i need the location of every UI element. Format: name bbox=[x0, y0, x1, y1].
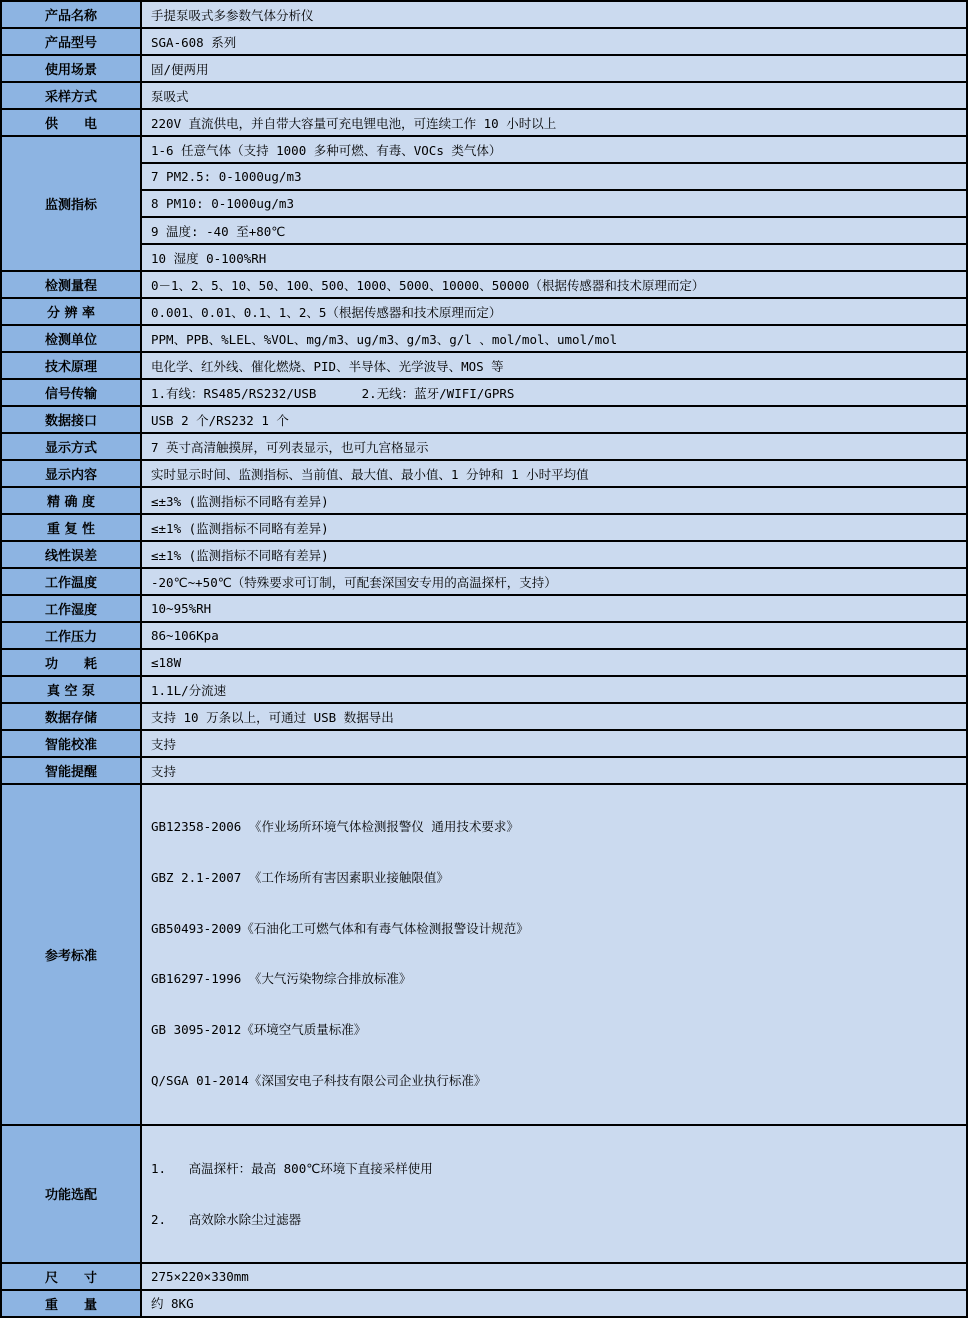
table-row bbox=[1, 82, 967, 109]
table-row bbox=[1, 514, 967, 541]
spec-value-work-pressure: 86~106Kpa bbox=[141, 622, 967, 649]
spec-value-indicator-5: 10 湿度 0-100%RH bbox=[141, 244, 967, 271]
standard-line: GBZ 2.1-2007 《工作场所有害因素职业接触限值》 bbox=[151, 869, 449, 885]
spec-value-resolution: 0.001、0.01、0.1、1、2、5（根据传感器和技术原理而定） bbox=[141, 298, 967, 325]
spec-value-display-content: 实时显示时间、监测指标、当前值、最大值、最小值、1 分钟和 1 小时平均值 bbox=[141, 460, 967, 487]
table-row bbox=[1, 1290, 967, 1317]
spec-label-data-storage: 数据存储 bbox=[1, 703, 141, 730]
table-row bbox=[1, 595, 967, 622]
table-row bbox=[1, 1263, 967, 1290]
spec-value-indicator-3: 8 PM10: 0-1000ug/m3 bbox=[141, 190, 967, 217]
table-row bbox=[1, 541, 967, 568]
standard-line: GB50493-2009《石油化工可燃气体和有毒气体检测报警设计规范》 bbox=[151, 920, 529, 936]
spec-value-smart-calibration: 支持 bbox=[141, 730, 967, 757]
spec-label-weight: 重 量 bbox=[1, 1290, 141, 1317]
table-row bbox=[1, 730, 967, 757]
spec-label-work-pressure: 工作压力 bbox=[1, 622, 141, 649]
table-row bbox=[1, 55, 967, 82]
table-row bbox=[1, 676, 967, 703]
spec-value-repeatability: ≤±1% (监测指标不同略有差异) bbox=[141, 514, 967, 541]
standard-line: GB16297-1996 《大气污染物综合排放标准》 bbox=[151, 971, 412, 987]
spec-value-power: 220V 直流供电，并自带大容量可充电锂电池，可连续工作 10 小时以上 bbox=[141, 109, 967, 136]
table-row bbox=[1, 433, 967, 460]
table-row bbox=[1, 352, 967, 379]
spec-value-optional-features bbox=[141, 1125, 967, 1263]
standard-line: GB 3095-2012《环境空气质量标准》 bbox=[151, 1022, 367, 1038]
table-row bbox=[1, 406, 967, 433]
spec-label-power: 供 电 bbox=[1, 109, 141, 136]
table-row bbox=[1, 271, 967, 298]
spec-value-display-mode: 7 英寸高清触摸屏，可列表显示，也可九宫格显示 bbox=[141, 433, 967, 460]
table-row bbox=[1, 163, 967, 190]
spec-label-display-content: 显示内容 bbox=[1, 460, 141, 487]
spec-label-product-name: 产品名称 bbox=[1, 1, 141, 28]
table-row bbox=[1, 568, 967, 595]
spec-value-linearity: ≤±1% (监测指标不同略有差异) bbox=[141, 541, 967, 568]
table-row bbox=[1, 244, 967, 271]
spec-value-dimensions: 275×220×330mm bbox=[141, 1263, 967, 1290]
spec-label-dimensions: 尺 寸 bbox=[1, 1263, 141, 1290]
spec-label-work-temp: 工作温度 bbox=[1, 568, 141, 595]
spec-value-work-temp: -20℃~+50℃（特殊要求可订制，可配套深国安专用的高温探杆，支持） bbox=[141, 568, 967, 595]
spec-label-vacuum-pump: 真 空 泵 bbox=[1, 676, 141, 703]
table-row bbox=[1, 622, 967, 649]
spec-label-linearity: 线性误差 bbox=[1, 541, 141, 568]
table-row bbox=[1, 487, 967, 514]
spec-label-resolution: 分 辨 率 bbox=[1, 298, 141, 325]
table-row bbox=[1, 28, 967, 55]
table-row bbox=[1, 1125, 967, 1263]
spec-value-units: PPM、PPB、%LEL、%VOL、mg/m3、ug/m3、g/m3、g/l 、mol/mol、umol/mol bbox=[141, 325, 967, 352]
spec-value-reference-standards bbox=[141, 784, 967, 1125]
spec-value-principle: 电化学、红外线、催化燃烧、PID、半导体、光学波导、MOS 等 bbox=[141, 352, 967, 379]
spec-label-range: 检测量程 bbox=[1, 271, 141, 298]
table-row bbox=[1, 325, 967, 352]
spec-label-smart-calibration: 智能校准 bbox=[1, 730, 141, 757]
table-row bbox=[1, 298, 967, 325]
spec-label-sampling: 采样方式 bbox=[1, 82, 141, 109]
spec-value-usage-scene: 固/便两用 bbox=[141, 55, 967, 82]
spec-label-power-consumption: 功 耗 bbox=[1, 649, 141, 676]
spec-value-smart-reminder: 支持 bbox=[141, 757, 967, 784]
spec-value-range: 0－1、2、5、10、50、100、500、1000、5000、10000、50000（根据传感器和技术原理而定） bbox=[141, 271, 967, 298]
spec-value-vacuum-pump: 1.1L/分流速 bbox=[141, 676, 967, 703]
spec-value-sampling: 泵吸式 bbox=[141, 82, 967, 109]
spec-label-signal: 信号传输 bbox=[1, 379, 141, 406]
spec-value-product-name: 手提泵吸式多参数气体分析仪 bbox=[141, 1, 967, 28]
table-row bbox=[1, 190, 967, 217]
spec-value-data-port: USB 2 个/RS232 1 个 bbox=[141, 406, 967, 433]
spec-label-accuracy: 精 确 度 bbox=[1, 487, 141, 514]
table-row bbox=[1, 1, 967, 28]
spec-label-work-humidity: 工作湿度 bbox=[1, 595, 141, 622]
table-row bbox=[1, 217, 967, 244]
spec-label-optional-features: 功能选配 bbox=[1, 1125, 141, 1263]
spec-value-data-storage: 支持 10 万条以上，可通过 USB 数据导出 bbox=[141, 703, 967, 730]
spec-value-indicator-2: 7 PM2.5: 0-1000ug/m3 bbox=[141, 163, 967, 190]
standard-line: Q/SGA 01-2014《深国安电子科技有限公司企业执行标准》 bbox=[151, 1072, 487, 1088]
table-row bbox=[1, 379, 967, 406]
spec-value-indicator-4: 9 温度: -40 至+80℃ bbox=[141, 217, 967, 244]
spec-label-repeatability: 重 复 性 bbox=[1, 514, 141, 541]
option-line: 2. 高效除水除尘过滤器 bbox=[151, 1211, 302, 1227]
spec-label-principle: 技术原理 bbox=[1, 352, 141, 379]
table-row bbox=[1, 460, 967, 487]
standard-line: GB12358-2006 《作业场所环境气体检测报警仪 通用技术要求》 bbox=[151, 819, 519, 834]
table-row bbox=[1, 109, 967, 136]
spec-label-reference-standards: 参考标准 bbox=[1, 784, 141, 1125]
spec-value-indicator-1: 1-6 任意气体（支持 1000 多种可燃、有毒、VOCs 类气体） bbox=[141, 136, 967, 163]
spec-value-accuracy: ≤±3% (监测指标不同略有差异) bbox=[141, 487, 967, 514]
spec-label-usage-scene: 使用场景 bbox=[1, 55, 141, 82]
spec-value-weight: 约 8KG bbox=[141, 1290, 967, 1317]
spec-value-power-consumption: ≤18W bbox=[141, 649, 967, 676]
spec-value-work-humidity: 10~95%RH bbox=[141, 595, 967, 622]
spec-value-signal: 1.有线：RS485/RS232/USB 2.无线：蓝牙/WIFI/GPRS bbox=[141, 379, 967, 406]
table-row bbox=[1, 136, 967, 163]
option-line: 1. 高温探杆：最高 800℃环境下直接采样使用 bbox=[151, 1160, 433, 1176]
spec-label-model: 产品型号 bbox=[1, 28, 141, 55]
spec-label-units: 检测单位 bbox=[1, 325, 141, 352]
table-row bbox=[1, 757, 967, 784]
spec-label-data-port: 数据接口 bbox=[1, 406, 141, 433]
table-row bbox=[1, 649, 967, 676]
table-row bbox=[1, 784, 967, 1125]
spec-value-model: SGA-608 系列 bbox=[141, 28, 967, 55]
table-row bbox=[1, 703, 967, 730]
spec-label-smart-reminder: 智能提醒 bbox=[1, 757, 141, 784]
spec-label-display-mode: 显示方式 bbox=[1, 433, 141, 460]
spec-label-monitor-indicators: 监测指标 bbox=[1, 136, 141, 271]
